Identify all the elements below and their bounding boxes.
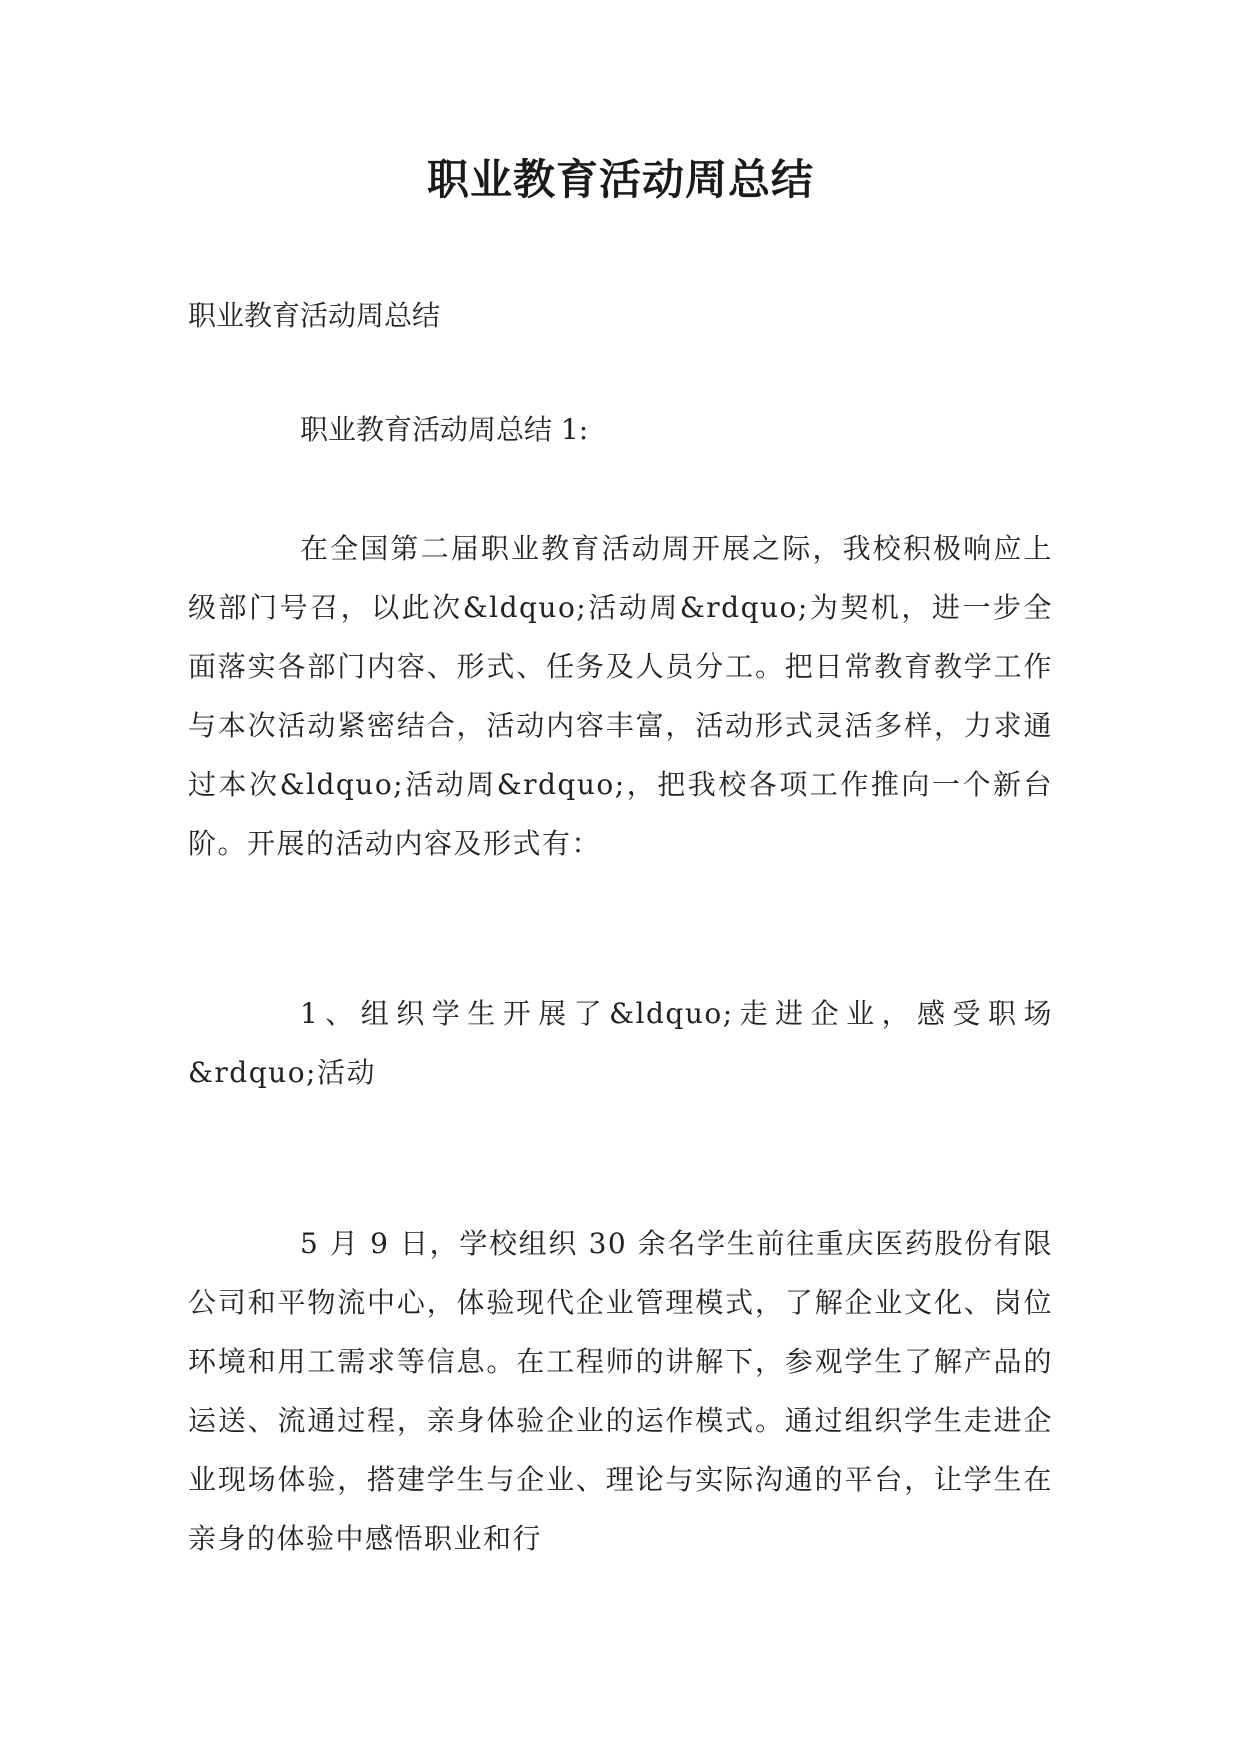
document-title: 职业教育活动周总结 bbox=[426, 155, 814, 204]
section-heading: 职业教育活动周总结 1: bbox=[300, 413, 589, 446]
body-paragraph: 1、组织学生开展了&ldquo;走进企业，感受职场&rdquo;活动 bbox=[188, 997, 1053, 1089]
body-paragraph: 在全国第二届职业教育活动周开展之际，我校积极响应上级部门号召，以此次&ldquo;活动周&rdquo;为契机，进一步全面落实各部门内容、形式、任务及人员分工。把日常教育教学工作与本次活动紧密结合，活动内容丰富，活动形式灵活多样，力求通过本次&ldquo;活动周&rdquo;，把我校各项工作推向一个新台阶。开展的活动内容及形式有： bbox=[188, 532, 1053, 860]
document-subtitle: 职业教育活动周总结 bbox=[188, 299, 441, 332]
body-paragraph: 5 月 9 日，学校组织 30 余名学生前往重庆医药股份有限公司和平物流中心，体验现代企业管理模式，了解企业文化、岗位环境和用工需求等信息。在工程师的讲解下，参观学生了解产品的运送、流通过程，亲身体验企业的运作模式。通过组织学生走进企业现场体验，搭建学生与企业、理论与实际沟通的平台，让学生在亲身的体验中感悟职业和行 bbox=[188, 1227, 1053, 1555]
